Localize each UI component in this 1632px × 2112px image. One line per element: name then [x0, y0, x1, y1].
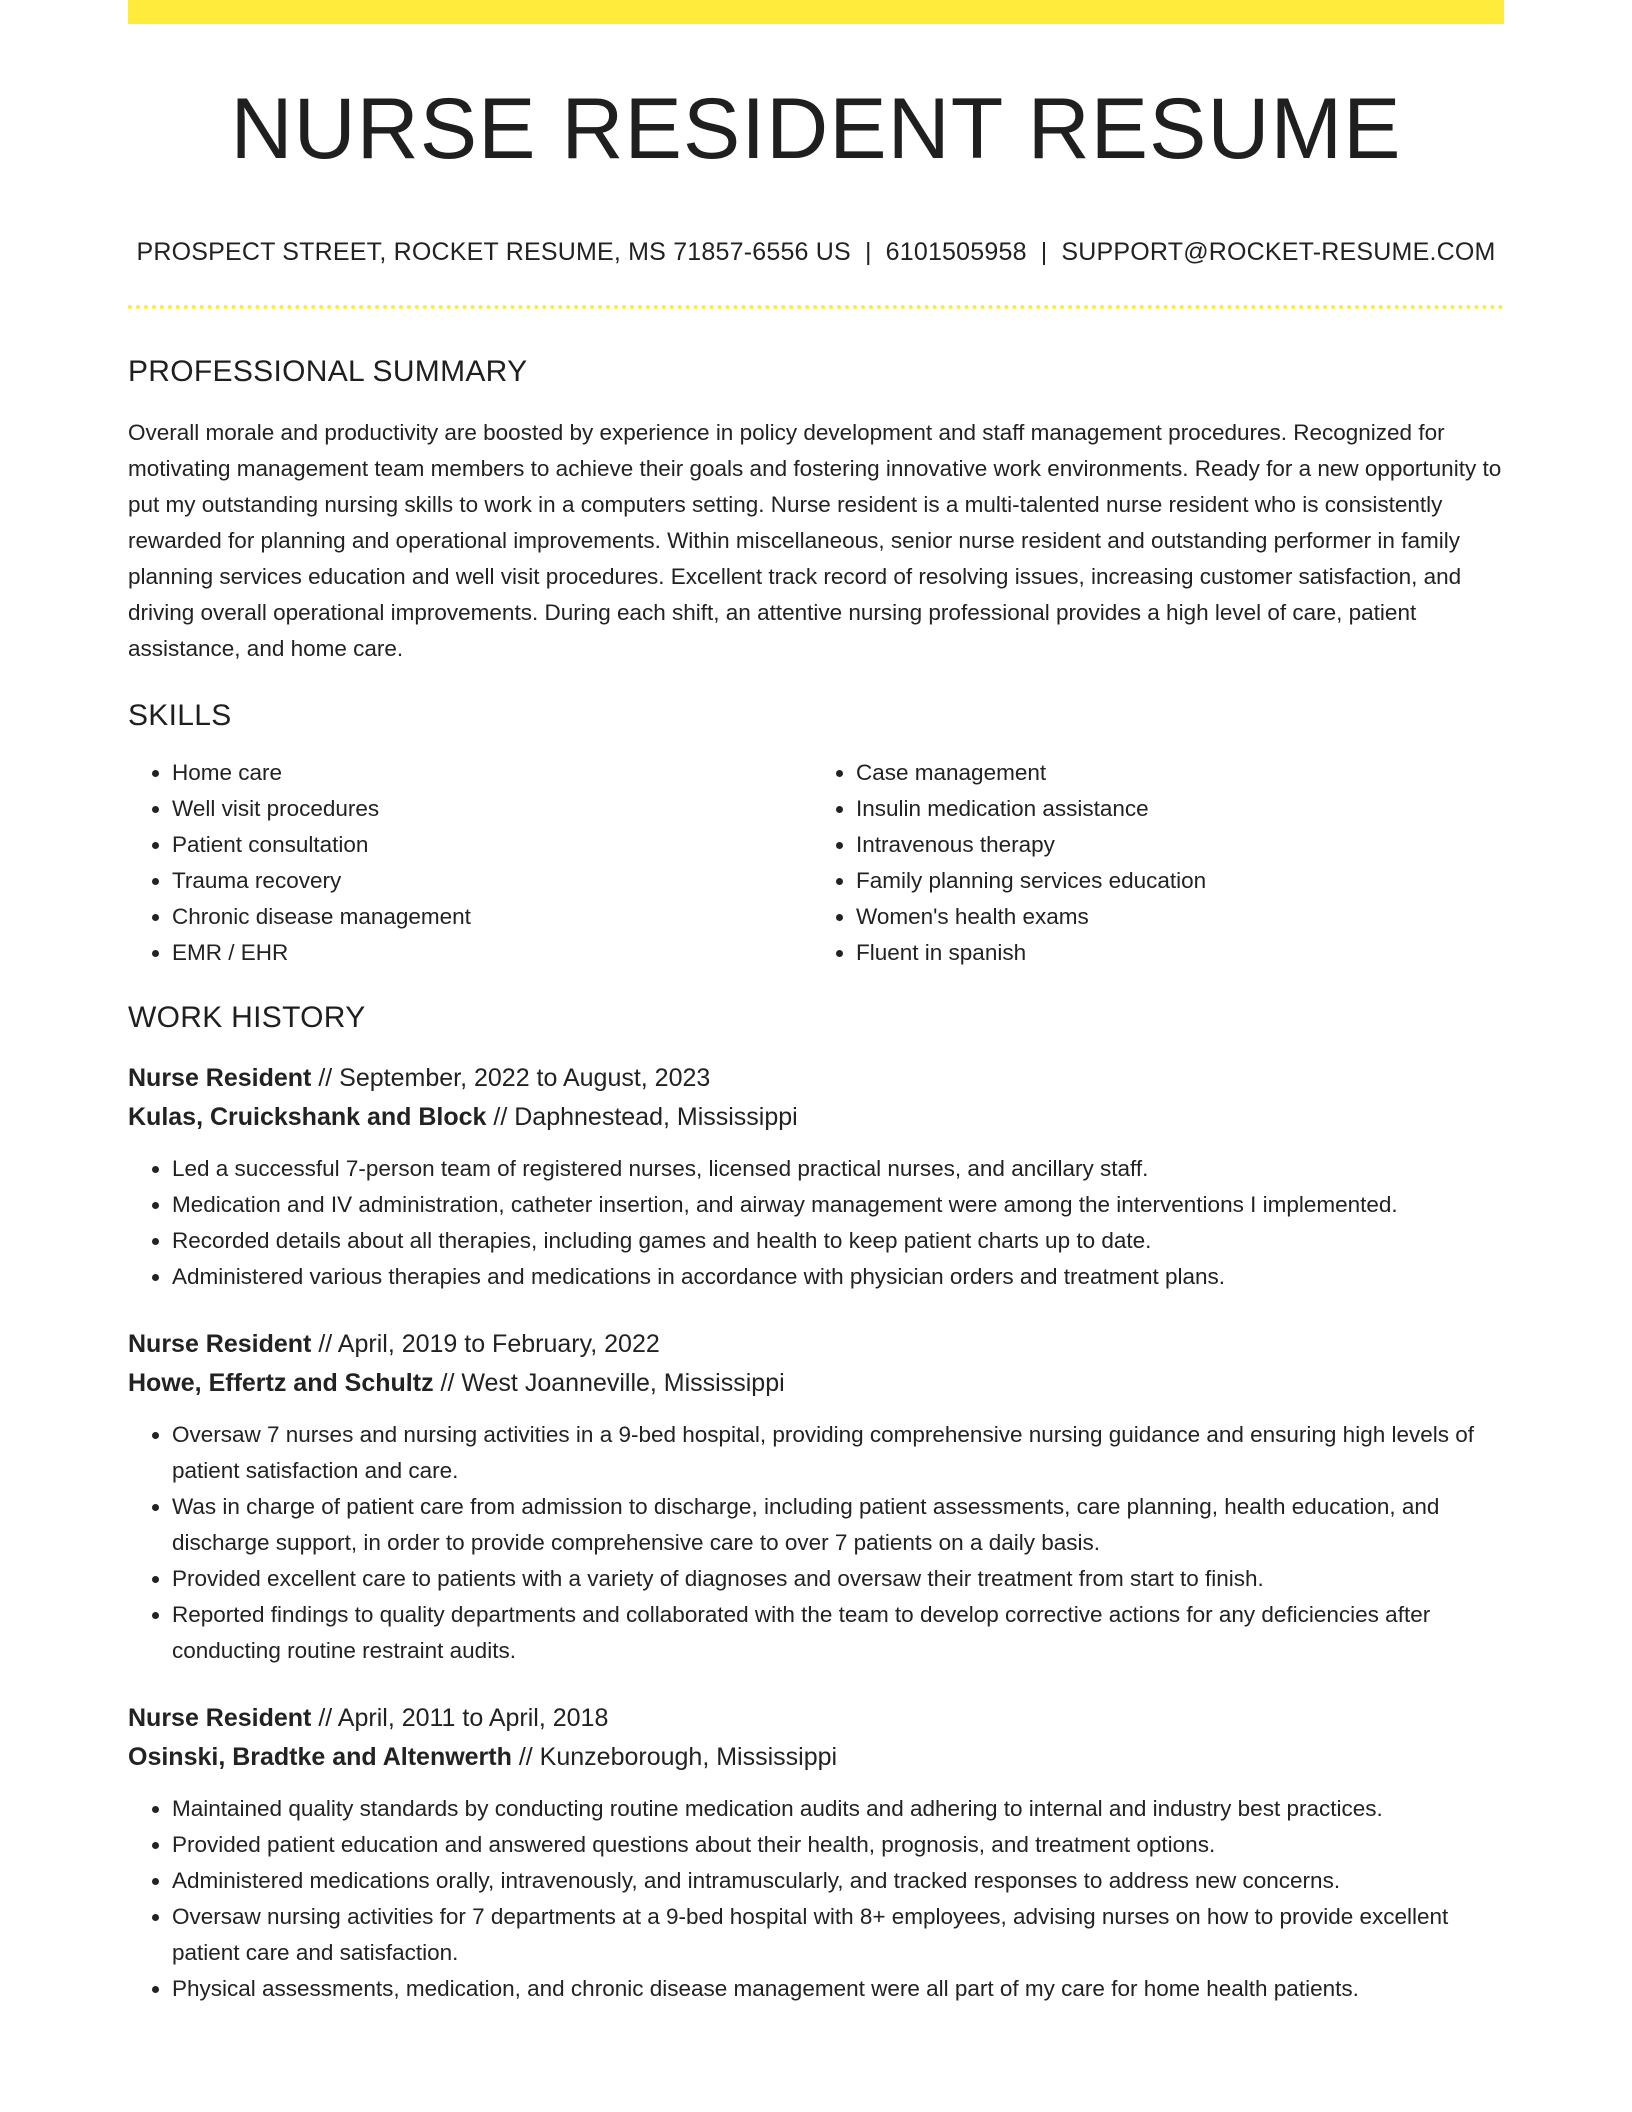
work-history-heading: WORK HISTORY [128, 1001, 366, 1034]
job-company-line [128, 1364, 1504, 1403]
summary-text: Overall morale and productivity are boosted by experience in policy development and staff management procedures. Recognized for motivating management team members to achieve their goals and fostering innovative work environments. Ready for a new opportunity to put my outstanding nursing skills to work in a computers setting. Nurse resident is a multi-talented nurse resident who is consistently rewarded for planning and operational improvements. Within miscellaneous, senior nurse resident and outstanding performer in family planning services education and well visit procedures. Excellent track record of resolving issues, increasing customer satisfaction, and driving overall operational improvements. During each shift, an attentive nursing professional provides a high level of care, patient assistance, and home care. [128, 420, 1502, 661]
contact-phone: 6101505958 [885, 238, 1027, 266]
job-bullets [128, 1151, 1504, 1295]
skill-item: • Women's health exams [856, 899, 1490, 935]
contact-separator: | [1040, 238, 1048, 266]
job-role-line [128, 1059, 1504, 1098]
skills-heading: SKILLS [128, 699, 232, 732]
job-entry [128, 1059, 1504, 1295]
job-dates: // April, 2019 to February, 2022 [318, 1330, 660, 1358]
job-bullet: • Led a successful 7-person team of registered nurses, licensed practical nurses, and ancillary staff. [172, 1151, 1504, 1187]
contact-line [128, 238, 1504, 267]
skills-column-right [806, 755, 1490, 971]
job-company: Howe, Effertz and Schultz [128, 1369, 434, 1397]
contact-address: PROSPECT STREET, ROCKET RESUME, MS 71857-6556 US [136, 238, 851, 266]
skills-list [128, 755, 1504, 971]
skill-item: • Intravenous therapy [856, 827, 1490, 863]
skill-item: • Home care [172, 755, 806, 791]
job-role-line [128, 1699, 1504, 1738]
job-company-line [128, 1098, 1504, 1137]
resume-title: NURSE RESIDENT RESUME [230, 81, 1402, 177]
skill-item: • Family planning services education [856, 863, 1490, 899]
contact-email: SUPPORT@ROCKET-RESUME.COM [1061, 238, 1496, 266]
job-role: Nurse Resident [128, 1330, 312, 1358]
job-bullet: • Administered various therapies and medications in accordance with physician orders and treatment plans. [172, 1259, 1504, 1295]
job-bullet: • Oversaw nursing activities for 7 departments at a 9-bed hospital with 8+ employees, advising nurses on how to provide excellent patient care and satisfaction. [172, 1899, 1504, 1971]
skill-item: • Fluent in spanish [856, 935, 1490, 971]
job-bullet: • Provided patient education and answered questions about their health, prognosis, and treatment options. [172, 1827, 1504, 1863]
job-role: Nurse Resident [128, 1704, 312, 1732]
job-company-line [128, 1738, 1504, 1777]
job-dates: // September, 2022 to August, 2023 [318, 1064, 711, 1092]
top-accent-bar [128, 0, 1504, 24]
job-entry [128, 1699, 1504, 2007]
job-role-line [128, 1325, 1504, 1364]
contact-separator: | [864, 238, 872, 266]
job-location: // West Joanneville, Mississippi [440, 1369, 785, 1397]
skill-item: • Chronic disease management [172, 899, 806, 935]
job-bullet: • Provided excellent care to patients with a variety of diagnoses and oversaw their treatment from start to finish. [172, 1561, 1504, 1597]
job-location: // Kunzeborough, Mississippi [518, 1743, 838, 1771]
job-bullet: • Administered medications orally, intravenously, and intramuscularly, and tracked responses to address new concerns. [172, 1863, 1504, 1899]
skills-column-left [128, 755, 806, 971]
resume-page [128, 0, 1504, 2007]
skill-item: • Case management [856, 755, 1490, 791]
job-company: Kulas, Cruickshank and Block [128, 1103, 487, 1131]
job-bullet: • Medication and IV administration, catheter insertion, and airway management were among the interventions I implemented. [172, 1187, 1504, 1223]
job-bullet: • Recorded details about all therapies, including games and health to keep patient charts up to date. [172, 1223, 1504, 1259]
skill-item: • Patient consultation [172, 827, 806, 863]
skill-item: • Trauma recovery [172, 863, 806, 899]
job-bullets [128, 1417, 1504, 1669]
job-bullet: • Reported findings to quality departments and collaborated with the team to develop corrective actions for any deficiencies after conducting routine restraint audits. [172, 1597, 1504, 1669]
job-bullet: • Maintained quality standards by conducting routine medication audits and adhering to internal and industry best practices. [172, 1791, 1504, 1827]
skill-item: • EMR / EHR [172, 935, 806, 971]
job-entry [128, 1325, 1504, 1669]
job-bullet: • Oversaw 7 nurses and nursing activities in a 9-bed hospital, providing comprehensive nursing guidance and ensuring high levels of patient satisfaction and care. [172, 1417, 1504, 1489]
job-location: // Daphnestead, Mississippi [493, 1103, 798, 1131]
header-divider [128, 305, 1504, 309]
skill-item: • Insulin medication assistance [856, 791, 1490, 827]
job-bullet: • Physical assessments, medication, and chronic disease management were all part of my care for home health patients. [172, 1971, 1504, 2007]
job-role: Nurse Resident [128, 1064, 312, 1092]
summary-heading: PROFESSIONAL SUMMARY [128, 355, 528, 388]
job-bullet: • Was in charge of patient care from admission to discharge, including patient assessments, care planning, health education, and discharge support, in order to provide comprehensive care to over 7 patients on a daily basis. [172, 1489, 1504, 1561]
skill-item: • Well visit procedures [172, 791, 806, 827]
job-company: Osinski, Bradtke and Altenwerth [128, 1743, 512, 1771]
job-dates: // April, 2011 to April, 2018 [318, 1704, 609, 1732]
job-bullets [128, 1791, 1504, 2007]
